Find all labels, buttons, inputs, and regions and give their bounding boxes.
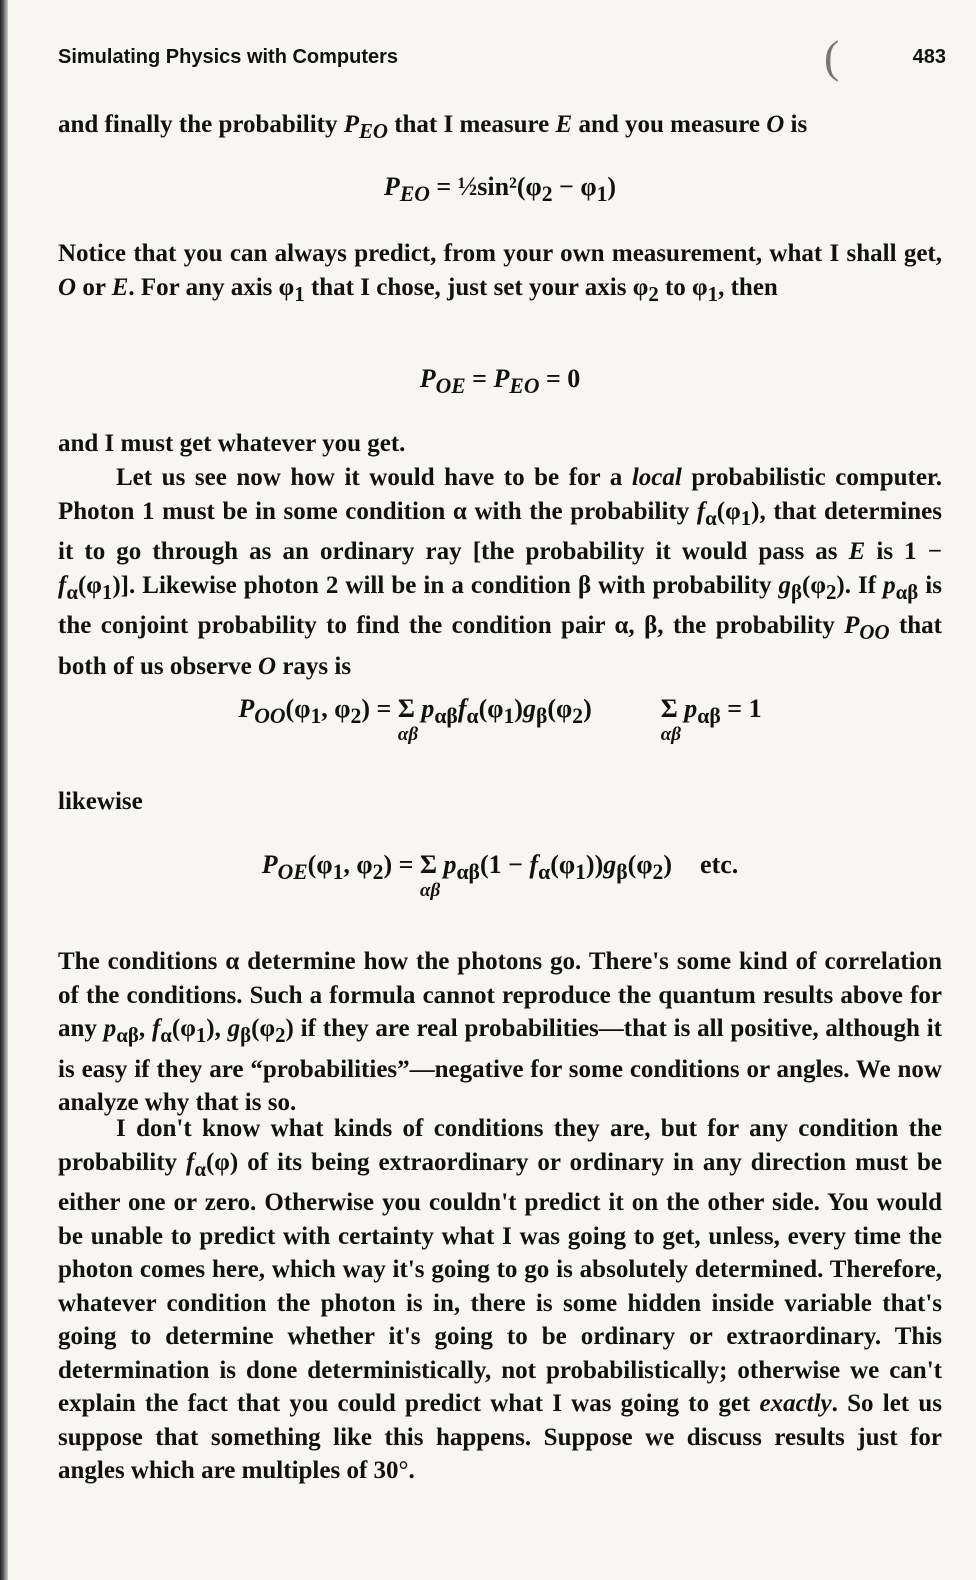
page-number: 483 (912, 46, 946, 68)
etc-label: etc. (700, 850, 739, 879)
sum-index: αβ (397, 724, 419, 745)
margin-mark: ( (824, 31, 840, 82)
paragraph-2: Notice that you can always predict, from your own measurement, what I shall get, O or E. For any axis $\varphi_1$ that I chose, just set your axis $\varphi_2$ to $\varphi_1$, then (58, 240, 942, 306)
equation-poe: $P_{OE}(\varphi_1$, $\varphi_2) = \Sigma$ αβ $p_{\alpha\beta}(1 - f_\alpha(\varphi_1))g_\beta(\varphi_2)$ etc. (261, 850, 739, 901)
equation-poe-zero: $P_{OE} = P_{EO} = 0$ (419, 364, 581, 399)
paragraph-7: I don't know what kinds of conditions they are, but for any condition the probability $f_\alpha(\varphi)$ of its being extraordinary or ordinary in any direction must be either one or zero. Otherwise you couldn't predict it on the other side. You would be unable to predict with certainty what I was going to get, unless, every time the photon comes here, which way it's going to go is absolutely determined. Therefore, whatever condition the photon is in, there is some hidden inside variable that's going to determine whether it's going to be ordinary or extraordinary. This determination is done deterministically, not probabilistically; otherwise we can't explain the fact that you could predict what I was going to get exactly. So let us suppose that something like this happens. Suppose we discuss results just for angles which are multiples of 30°. (58, 1115, 942, 1484)
paragraph-3: and I must get whatever you get. (58, 430, 406, 457)
paragraph-6: The conditions α determine how the photons go. There's some kind of correlation of the conditions. Such a formula cannot reproduce the quantum results above for any $p_{\alpha\beta}$, $f_\alpha(\varphi_1)$, $g_\beta(\varphi_2)$ if they are real probabilities—that is all positive, although it is easy if they are “probabilities”—negative for some conditions or angles. We now analyze why that is so. (58, 948, 943, 1116)
sum-index-3: αβ (419, 880, 441, 901)
running-title: Simulating Physics with Computers (58, 46, 399, 68)
paragraph-1: and finally the probability $P_{EO}$ that I measure E and you measure O is (58, 111, 808, 143)
equation-peo: $P_{EO}$ = $\frac{1}{2}\sin^2(\varphi_2 - \varphi_1)$ (383, 172, 617, 207)
equation-poo: $P_{OO}(\varphi_1$, $\varphi_2) = \Sigma$ αβ $p_{\alpha\beta}f_\alpha(\varphi_1)g_\beta(\varphi_2)$ Σ αβ $p_{\alpha\beta} = 1$ (238, 694, 762, 745)
running-head (58, 31, 946, 82)
page-binding-edge (0, 0, 8, 1580)
paragraph-5: likewise (58, 788, 143, 815)
sum-index-2: αβ (660, 724, 682, 745)
paragraph-4: Let us see now how it would have to be for a local probabilistic computer. Photon 1 must be in some condition α with the probability $f_\alpha(\varphi_1)$, that determines it to go through as an ordinary ray [the probability it would pass as E is $1 - f_\alpha(\varphi_1)$]. Likewise photon 2 will be in a condition β with probability $g_\beta(\varphi_2)$. If $p_{\alpha\beta}$ is the conjoint probability to find the condition pair α, β, the probability $P_{OO}$ that both of us observe O rays is (58, 464, 942, 680)
